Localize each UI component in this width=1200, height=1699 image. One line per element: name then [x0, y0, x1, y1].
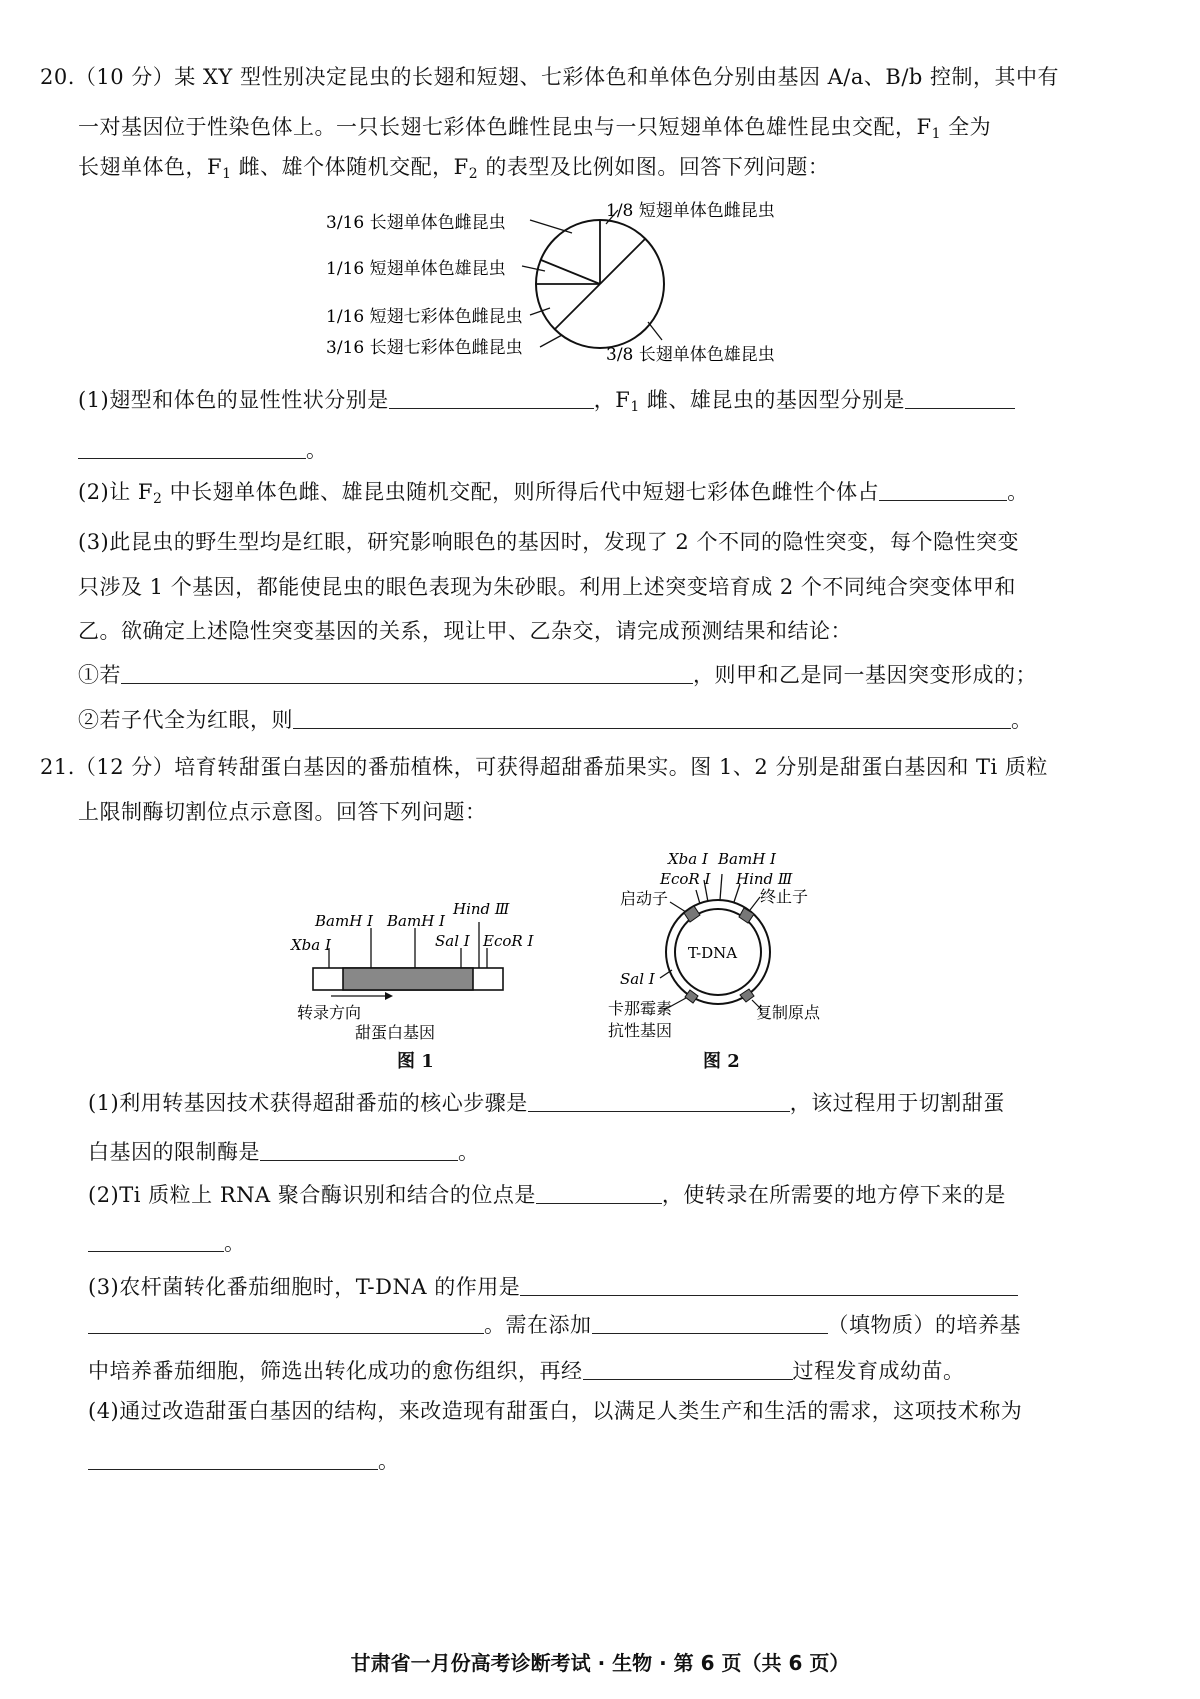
- q20-part2: (2)让 $F_2$ 中长翅单体色雌、雄昆虫随机交配，则所得后代中短翅七彩体色雌性个体占 。: [78, 480, 1029, 507]
- pie-leader: [530, 220, 572, 233]
- pie-slice-line: [555, 284, 600, 329]
- kan-label-1: 卡那霉素: [608, 999, 673, 1018]
- q20-part1: (1)翅型和体色的显性性状分别是 ，$F_1$ 雌、雄昆虫的基因型分别是: [78, 385, 1015, 422]
- site-label: Hind Ⅲ: [453, 900, 510, 918]
- pie-label: 1/16 短翅七彩体色雌昆虫: [326, 307, 523, 327]
- q21-part2: (2)Ti 质粒上 RNA 聚合酶识别和结合的位点是 ，使转录在所需要的地方停下来的是: [88, 1183, 1006, 1207]
- answer-blank[interactable]: [592, 1311, 828, 1334]
- site-label: Sal Ⅰ: [435, 932, 470, 950]
- site-label: EcoR Ⅰ: [483, 932, 534, 950]
- q20-line1: 20.（10 分）某 XY 型性别决定昆虫的长翅和短翅、七彩体色和单体色分别由基因 A/a、B/b 控制，其中有: [40, 65, 1060, 89]
- q21-line1: 21.（12 分）培育转甜蛋白基因的番茄植株，可获得超甜番茄果实。图 1、2 分别是甜蛋白基因和 Ti 质粒: [40, 755, 1048, 779]
- site-label: Xba Ⅰ: [668, 850, 708, 868]
- answer-blank[interactable]: [88, 1229, 224, 1252]
- answer-blank[interactable]: [905, 386, 1015, 409]
- answer-blank[interactable]: [121, 661, 693, 684]
- pie-label: 1/8 短翅单体色雌昆虫: [606, 201, 775, 221]
- q21-part3-cont: 。需在添加 （填物质）的培养基: [88, 1310, 1021, 1340]
- sweet-protein-gene: [343, 968, 473, 990]
- q20-part3-line1: (3)此昆虫的野生型均是红眼，研究影响眼色的基因时，发现了 2 个不同的隐性突变，每个隐性突变: [78, 530, 1019, 554]
- site-label: Sal Ⅰ: [620, 970, 655, 988]
- kan-label-2: 抗性基因: [608, 1021, 673, 1040]
- pie-label: 3/16 长翅七彩体色雌昆虫: [326, 338, 523, 358]
- q21-part1: (1)利用转基因技术获得超甜番茄的核心步骤是 ，该过程用于切割甜蛋: [88, 1091, 1005, 1115]
- answer-blank[interactable]: [88, 1311, 484, 1334]
- q21-part2-cont: 。: [88, 1228, 246, 1258]
- figure-1: [285, 890, 565, 1040]
- site-label: Hind Ⅲ: [736, 870, 793, 888]
- answer-blank[interactable]: [879, 478, 1007, 501]
- answer-blank[interactable]: [528, 1089, 790, 1112]
- arrowhead-icon: [385, 992, 393, 1000]
- answer-blank[interactable]: [88, 1447, 378, 1470]
- site-label: BamH Ⅰ: [718, 850, 776, 868]
- site-label: Xba Ⅰ: [291, 936, 331, 954]
- cut-site-tick: [720, 874, 722, 900]
- promoter-block: [684, 906, 700, 922]
- q21-part1-cont: 白基因的限制酶是 。: [88, 1140, 480, 1164]
- pie-label: 1/16 短翅单体色雄昆虫: [326, 259, 506, 279]
- q21-part4: (4)通过改造甜蛋白基因的结构，来改造现有甜蛋白，以满足人类生产和生活的需求，这项技术称为: [88, 1399, 1023, 1423]
- answer-blank[interactable]: [260, 1138, 458, 1161]
- figure-2-caption: 图 2: [703, 1051, 740, 1072]
- q20-part3-line5: ②若子代全为红眼，则 。: [78, 708, 1033, 732]
- pie-label: 3/16 长翅单体色雌昆虫: [326, 213, 506, 233]
- q21-part3-cont2: 中培养番茄细胞，筛选出转化成功的愈伤组织，再经 过程发育成幼苗。: [88, 1359, 965, 1383]
- q20-line2: 一对基因位于性染色体上。一只长翅七彩体色雌性昆虫与一只短翅单体色雄性昆虫交配，$F_1$ 全为: [78, 115, 992, 142]
- pie-slice-line: [600, 239, 645, 284]
- pie-slice-line: [541, 260, 600, 284]
- terminator-block: [739, 908, 754, 923]
- gene-label: 甜蛋白基因: [355, 1023, 436, 1040]
- q21-part3: (3)农杆菌转化番茄细胞时，T-DNA 的作用是: [88, 1272, 1018, 1302]
- pie-leader: [540, 335, 562, 347]
- q20-part3-line2: 只涉及 1 个基因，都能使昆虫的眼色表现为朱砂眼。利用上述突变培育成 2 个不同纯合突变体甲和: [78, 575, 1016, 599]
- q20-part3-line4: ①若 ，则甲和乙是同一基因突变形成的；: [78, 663, 1037, 687]
- site-label: EcoR Ⅰ: [660, 870, 711, 888]
- answer-blank[interactable]: [536, 1181, 662, 1204]
- q20-part1-cont: 。: [78, 435, 328, 465]
- answer-blank[interactable]: [293, 706, 1011, 729]
- pie-leader: [648, 322, 662, 340]
- pie-leader: [522, 266, 545, 271]
- pie-figure: [300, 190, 840, 375]
- promoter-leader: [670, 902, 686, 912]
- answer-blank[interactable]: [583, 1357, 793, 1380]
- ori-label: 复制原点: [756, 1003, 821, 1022]
- figure-1-caption: 图 1: [397, 1051, 434, 1072]
- q20-line3: 长翅单体色，$F_1$ 雌、雄个体随机交配，$F_2$ 的表型及比例如图。回答下列问题：: [78, 155, 830, 182]
- tdna-label: T-DNA: [688, 944, 738, 962]
- promoter-label: 启动子: [620, 889, 669, 908]
- answer-blank[interactable]: [78, 436, 306, 459]
- figure-2: [600, 842, 860, 1042]
- q21-line2: 上限制酶切割位点示意图。回答下列问题：: [78, 800, 487, 824]
- direction-label: 转录方向: [297, 1003, 362, 1022]
- answer-blank[interactable]: [520, 1273, 1018, 1296]
- terminator-label: 终止子: [760, 887, 809, 906]
- q21-part4-cont: 。: [88, 1446, 400, 1476]
- terminator-leader: [750, 897, 760, 910]
- pie-leader: [530, 308, 550, 315]
- cut-site-tick: [696, 890, 700, 904]
- answer-blank[interactable]: [389, 386, 594, 409]
- page-footer: 甘肃省一月份高考诊断考试 · 生物 · 第 6 页（共 6 页）: [350, 1651, 850, 1675]
- kan-block: [685, 990, 698, 1003]
- q20-part3-line3: 乙。欲确定上述隐性突变基因的关系，现让甲、乙杂交，请完成预测结果和结论：: [78, 619, 852, 643]
- site-label: BamH Ⅰ: [387, 912, 445, 930]
- site-label: BamH Ⅰ: [315, 912, 373, 930]
- pie-label: 3/8 长翅单体色雄昆虫: [606, 345, 775, 365]
